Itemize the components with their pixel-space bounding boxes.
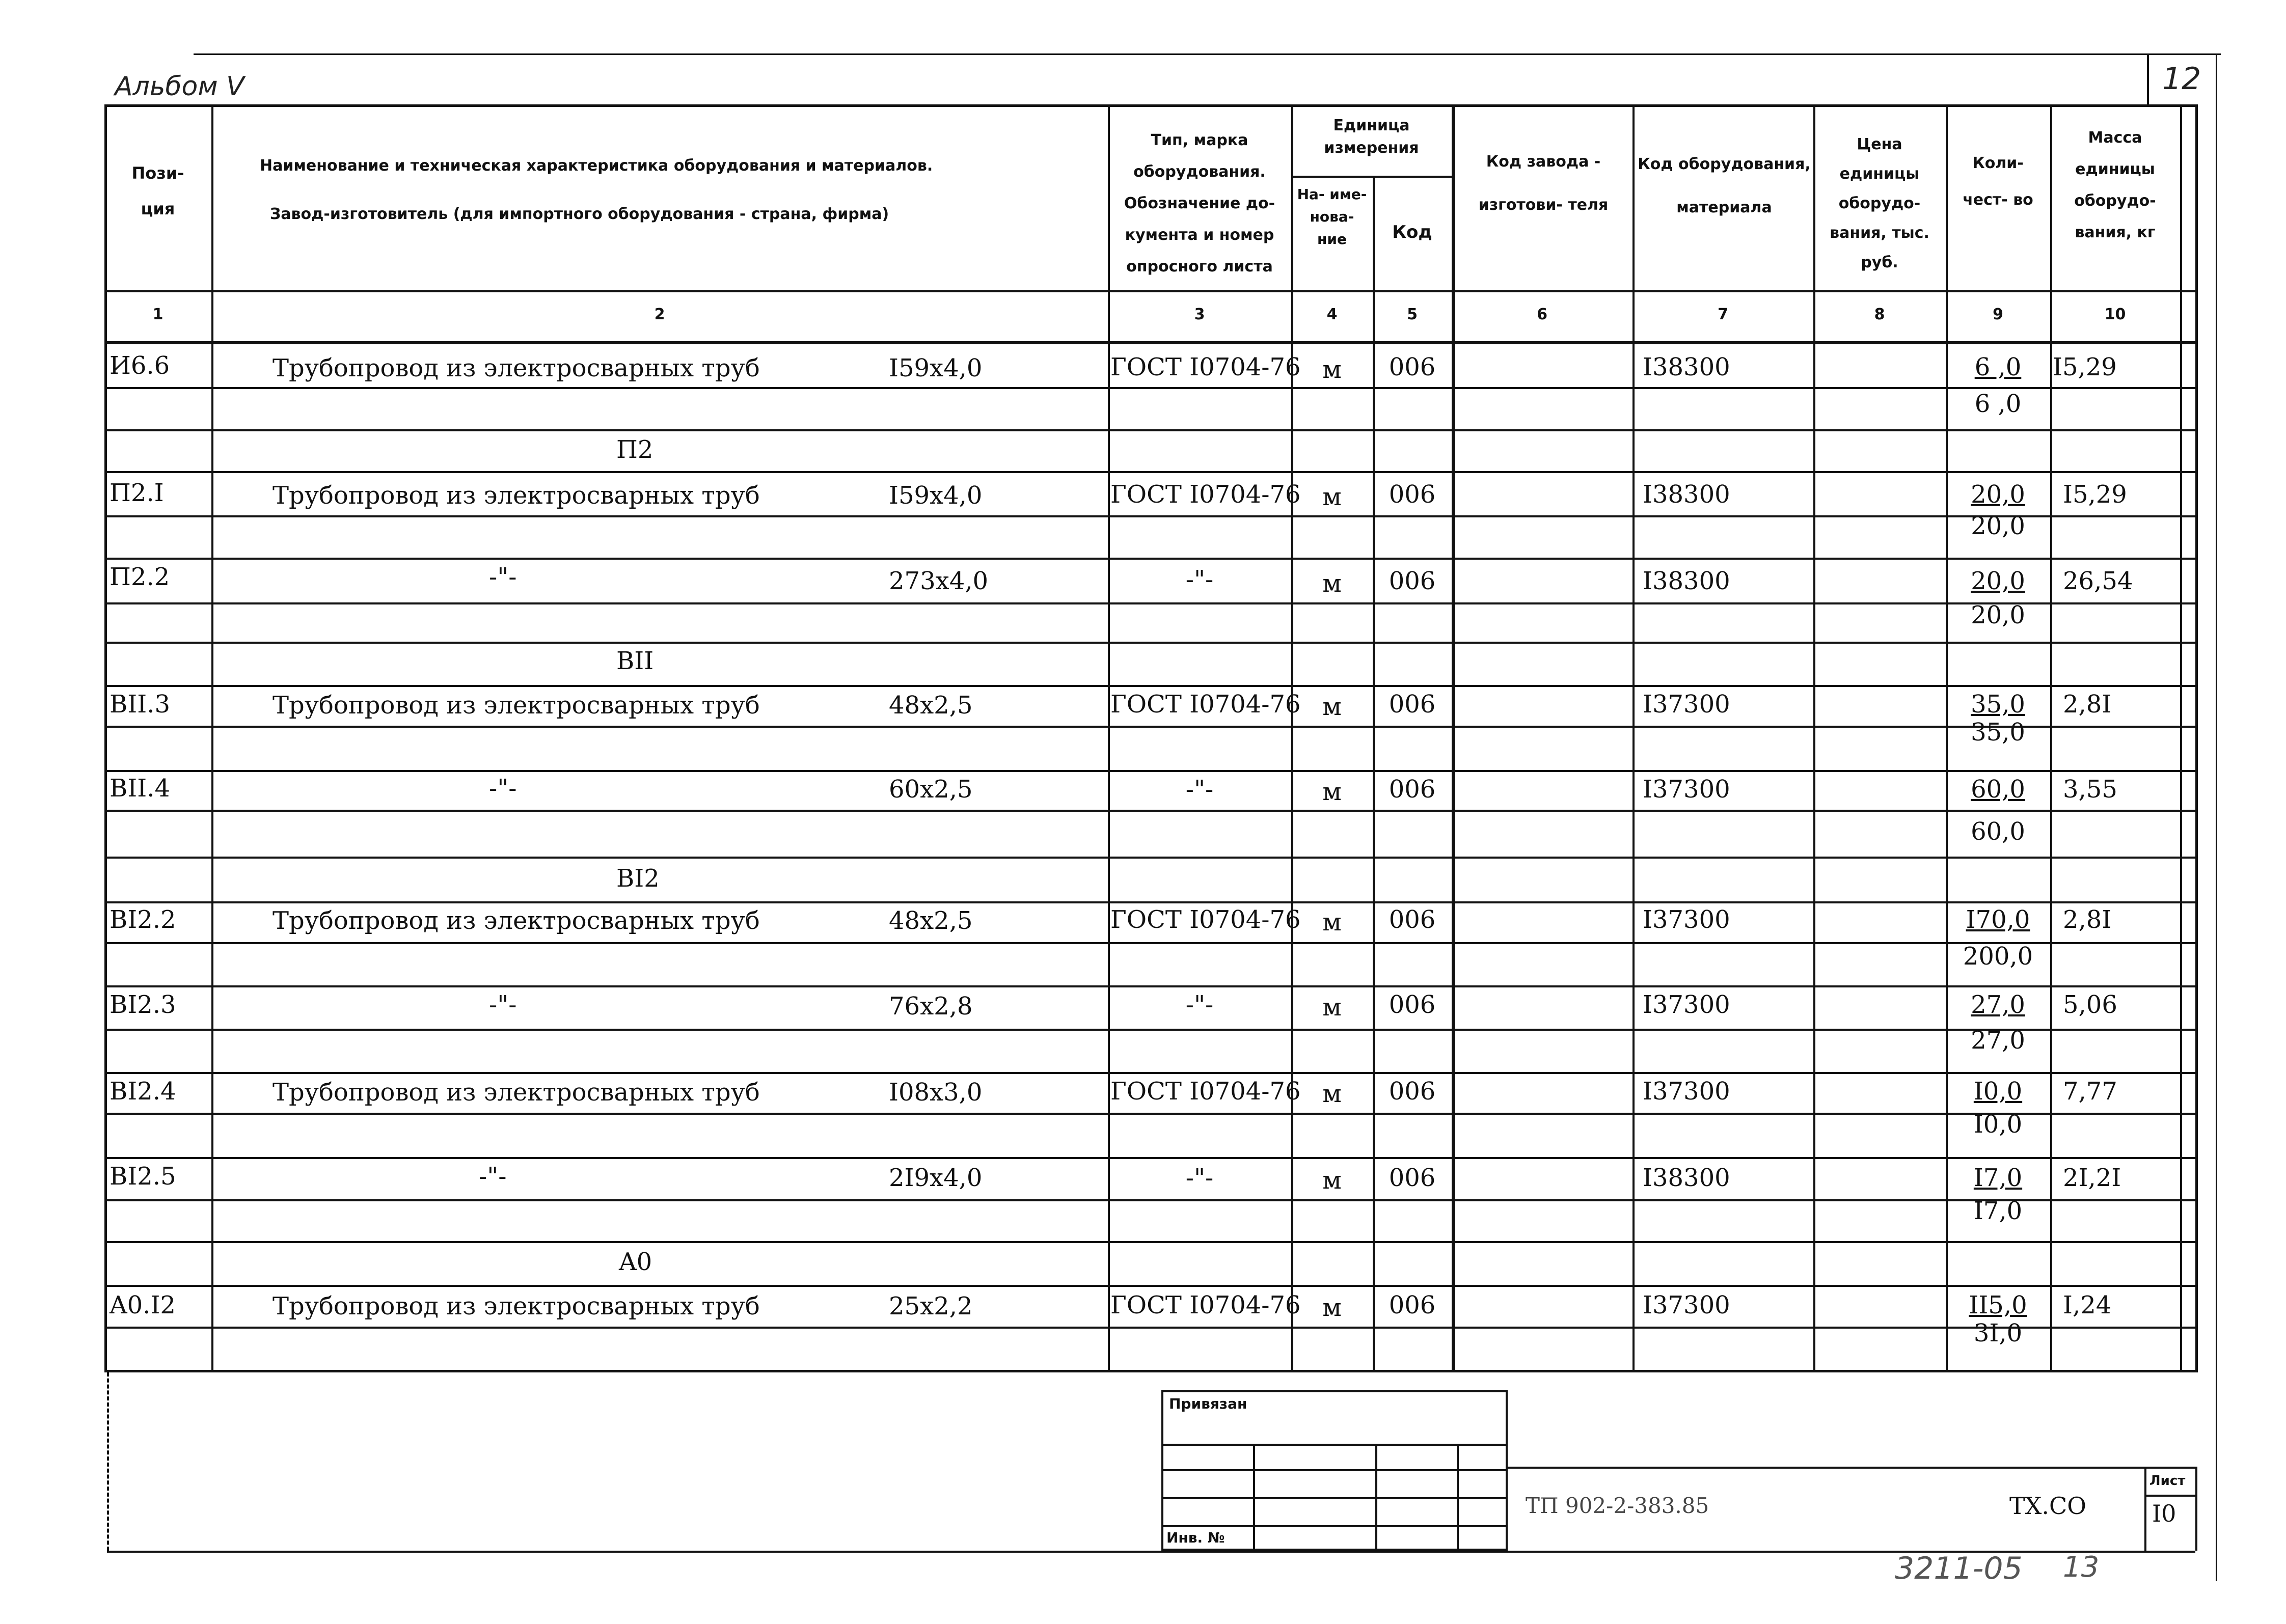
header-position: Пози- ция — [131, 163, 184, 218]
row-pos: BII.4 — [110, 774, 170, 803]
row-name: Трубопровод из электросварных труб — [273, 354, 760, 382]
row-equip: I38300 — [1643, 353, 1730, 381]
row-doc: -"- — [1185, 990, 1214, 1019]
row-equip: I37300 — [1643, 690, 1730, 719]
row-size: 2I9x4,0 — [889, 1164, 983, 1192]
colnum-9: 9 — [1993, 306, 2003, 323]
col-line-10 — [2180, 104, 2182, 1372]
header-unit: Единица измерения — [1324, 117, 1419, 157]
page-number-handwritten-bottom: 13 — [2063, 1551, 2100, 1584]
row-line — [104, 558, 2198, 560]
lower-frame-bottom — [107, 1551, 2195, 1553]
row-name: -"- — [479, 1162, 507, 1191]
row-doc: ГОСТ I0704-76 — [1110, 1077, 1301, 1106]
colnum-6: 6 — [1537, 306, 1547, 323]
sheet-box-divider — [2144, 1495, 2195, 1497]
tied-stamp-label: Привязан — [1169, 1395, 1247, 1412]
row-qty-top: 35,0 — [1971, 690, 2025, 719]
row-line — [104, 387, 2198, 389]
lower-frame-left — [107, 1372, 109, 1551]
row-pos: A0.I2 — [110, 1291, 176, 1319]
page-number-handwritten: 12 — [2162, 61, 2201, 97]
row-mass: I5,29 — [2053, 353, 2117, 381]
row-size: 25x2,2 — [889, 1292, 973, 1320]
row-line — [104, 901, 2198, 903]
section-label: П2 — [616, 435, 654, 464]
sheet-label: Лист — [2149, 1473, 2186, 1489]
row-line — [104, 985, 2198, 987]
row-line — [104, 642, 2198, 644]
row-doc: -"- — [1185, 565, 1214, 594]
row-size: 273x4,0 — [889, 567, 989, 595]
row-equip: I37300 — [1643, 1291, 1730, 1319]
row-unit: м — [1322, 1293, 1342, 1322]
colnum-2: 2 — [654, 306, 665, 323]
row-unit: м — [1322, 1080, 1342, 1108]
row-line — [104, 1113, 2198, 1115]
row-mass: I5,29 — [2063, 480, 2127, 509]
page-number-box-left — [2147, 53, 2149, 104]
row-size: 48x2,5 — [889, 906, 973, 935]
row-line — [104, 1072, 2198, 1074]
header-name-line1: Наименование и техническая характеристика оборудования и материалов. — [260, 157, 933, 175]
sheet-number: I0 — [2152, 1500, 2176, 1527]
row-code: 006 — [1389, 480, 1436, 509]
colnum-5: 5 — [1407, 306, 1418, 323]
row-name: Трубопровод из электросварных труб — [273, 1078, 760, 1107]
archive-number-handwritten: 3211-05 — [1895, 1551, 2023, 1586]
header-price: Цена единицы оборудо- вания, тыс. руб. — [1830, 135, 1929, 271]
row-code: 006 — [1389, 353, 1436, 381]
row-size: I08x3,0 — [889, 1078, 983, 1107]
colnum-3: 3 — [1194, 306, 1205, 323]
section-label: A0 — [619, 1248, 652, 1276]
row-equip: I38300 — [1643, 1164, 1730, 1192]
col-line-5 — [1452, 104, 1455, 1372]
row-code: 006 — [1389, 775, 1436, 804]
row-doc: ГОСТ I0704-76 — [1110, 905, 1301, 934]
row-mass: 2,8I — [2063, 905, 2112, 934]
tied-stamp-line — [1161, 1525, 1508, 1527]
row-equip: I38300 — [1643, 567, 1730, 595]
header-bottom-line — [104, 290, 2198, 292]
row-qty-bottom: 6 ,0 — [1974, 390, 2022, 418]
row-pos: П2.2 — [110, 563, 170, 591]
row-mass: 26,54 — [2063, 567, 2133, 595]
row-line — [104, 471, 2198, 473]
row-qty-top: I70,0 — [1966, 905, 2030, 934]
row-unit: м — [1322, 693, 1342, 721]
row-line — [104, 942, 2198, 944]
row-line — [104, 429, 2198, 431]
tied-stamp-line — [1161, 1469, 1508, 1471]
row-unit: м — [1322, 355, 1342, 384]
row-pos: BI2.4 — [110, 1077, 176, 1106]
row-equip: I37300 — [1643, 905, 1730, 934]
row-qty-bottom: I0,0 — [1973, 1110, 2023, 1139]
row-size: 60x2,5 — [889, 775, 973, 804]
row-name: -"- — [489, 774, 517, 803]
row-pos: И6.6 — [110, 351, 170, 380]
row-equip: I37300 — [1643, 775, 1730, 804]
row-mass: 2I,2I — [2063, 1164, 2121, 1192]
row-qty-top: 6 ,0 — [1974, 353, 2022, 381]
row-pos: П2.I — [110, 479, 164, 507]
row-line — [104, 1285, 2198, 1287]
header-name-line2: Завод-изготовитель (для импортного оборудования - страна, фирма) — [270, 205, 889, 223]
row-qty-bottom: 20,0 — [1971, 601, 2025, 629]
row-qty-top: 27,0 — [1971, 990, 2025, 1019]
row-mass: 5,06 — [2063, 990, 2117, 1019]
row-unit: м — [1322, 1166, 1342, 1195]
row-name: -"- — [489, 990, 517, 1019]
row-size: I59x4,0 — [889, 354, 983, 382]
top-border — [194, 53, 2221, 55]
header-factory-code: Код завода - изготови- теля — [1478, 153, 1609, 214]
row-qty-bottom: 3I,0 — [1973, 1319, 2023, 1347]
lower-frame-right — [2195, 1467, 2197, 1551]
colnum-7: 7 — [1718, 306, 1728, 323]
tied-stamp-vline — [1253, 1444, 1255, 1551]
row-pos: BII.3 — [110, 690, 170, 719]
colnum-bottom-line — [104, 341, 2198, 344]
row-doc: ГОСТ I0704-76 — [1110, 480, 1301, 509]
section-label: BII — [616, 647, 654, 675]
row-qty-bottom: 200,0 — [1963, 942, 2033, 971]
doc-code: ТХ.СО — [2009, 1492, 2086, 1520]
row-doc: -"- — [1185, 1164, 1214, 1192]
row-equip: I37300 — [1643, 1077, 1730, 1106]
header-equip-code: Код оборудования, материала — [1638, 155, 1811, 216]
header-unit-code: Код — [1392, 222, 1432, 242]
row-mass: 7,77 — [2063, 1077, 2117, 1106]
colnum-1: 1 — [152, 306, 164, 323]
row-line — [104, 1327, 2198, 1329]
tied-stamp-vline — [1457, 1444, 1459, 1551]
row-name: Трубопровод из электросварных труб — [273, 906, 760, 935]
row-qty-top: 20,0 — [1971, 567, 2025, 595]
row-line — [104, 515, 2198, 517]
colnum-4: 4 — [1326, 306, 1338, 323]
row-qty-top: 60,0 — [1971, 775, 2025, 804]
tied-stamp-vline — [1375, 1444, 1377, 1551]
row-name: -"- — [489, 563, 517, 591]
row-code: 006 — [1389, 567, 1436, 595]
row-size: I59x4,0 — [889, 481, 983, 510]
row-code: 006 — [1389, 990, 1436, 1019]
row-qty-bottom: 35,0 — [1971, 718, 2025, 747]
col-line-9 — [2050, 104, 2052, 1372]
row-unit: м — [1322, 908, 1342, 937]
binding-edge — [2216, 53, 2217, 1581]
row-line — [104, 857, 2198, 859]
row-mass: I,24 — [2063, 1291, 2112, 1319]
header-type: Тип, марка оборудования. Обозначение до- кумента и номер опросного листа — [1124, 131, 1275, 276]
row-unit: м — [1322, 569, 1342, 598]
row-mass: 2,8I — [2063, 690, 2112, 719]
row-qty-top: I0,0 — [1973, 1077, 2023, 1106]
row-name: Трубопровод из электросварных труб — [273, 691, 760, 720]
sheet-box-left — [2144, 1467, 2146, 1551]
row-mass: 3,55 — [2063, 775, 2117, 804]
row-unit: м — [1322, 483, 1342, 511]
row-code: 006 — [1389, 690, 1436, 719]
row-pos: BI2.2 — [110, 905, 176, 934]
row-equip: I38300 — [1643, 480, 1730, 509]
album-label: Альбом V — [115, 71, 244, 102]
row-line — [104, 1199, 2198, 1201]
row-pos: BI2.3 — [110, 990, 176, 1019]
row-qty-bottom: 27,0 — [1971, 1026, 2025, 1055]
row-qty-bottom: 60,0 — [1971, 817, 2025, 846]
col-line-7 — [1813, 104, 1815, 1372]
row-doc: ГОСТ I0704-76 — [1110, 1291, 1301, 1319]
row-line — [104, 1157, 2198, 1159]
row-code: 006 — [1389, 1164, 1436, 1192]
row-name: Трубопровод из электросварных труб — [273, 481, 760, 510]
col-line-1 — [211, 104, 213, 1372]
row-line — [104, 685, 2198, 687]
row-size: 76x2,8 — [889, 992, 973, 1021]
row-line — [104, 1029, 2198, 1031]
row-qty-top: I7,0 — [1973, 1164, 2023, 1192]
inv-label: Инв. № — [1166, 1529, 1225, 1546]
row-doc: ГОСТ I0704-76 — [1110, 353, 1301, 381]
row-unit: м — [1322, 993, 1342, 1022]
row-line — [104, 1241, 2198, 1243]
row-doc: -"- — [1185, 775, 1214, 804]
row-line — [104, 770, 2198, 772]
row-equip: I37300 — [1643, 990, 1730, 1019]
header-mass: Масса единицы оборудо- вания, кг — [2074, 129, 2156, 241]
row-unit: м — [1322, 778, 1342, 806]
unit-sub-line — [1291, 176, 1452, 178]
section-label: BI2 — [616, 864, 660, 893]
row-line — [104, 726, 2198, 728]
row-qty-top: II5,0 — [1969, 1291, 2027, 1319]
header-unit-name: На- име- нова- ние — [1297, 186, 1367, 247]
header-qty: Коли- чест- во — [1963, 154, 2033, 209]
tied-stamp-line — [1161, 1444, 1508, 1446]
row-size: 48x2,5 — [889, 691, 973, 720]
row-qty-bottom: 20,0 — [1971, 512, 2025, 540]
colnum-10: 10 — [2104, 306, 2126, 323]
row-qty-top: 20,0 — [1971, 480, 2025, 509]
title-block-top — [1508, 1467, 2195, 1469]
row-name: Трубопровод из электросварных труб — [273, 1292, 760, 1320]
row-doc: ГОСТ I0704-76 — [1110, 690, 1301, 719]
project-code: ТП 902-2-383.85 — [1526, 1493, 1709, 1518]
row-code: 006 — [1389, 1077, 1436, 1106]
row-code: 006 — [1389, 1291, 1436, 1319]
row-pos: BI2.5 — [110, 1162, 176, 1191]
row-line — [104, 810, 2198, 812]
colnum-8: 8 — [1874, 306, 1885, 323]
row-line — [104, 602, 2198, 604]
row-code: 006 — [1389, 905, 1436, 934]
row-qty-bottom: I7,0 — [1973, 1197, 2023, 1225]
col-line-6 — [1632, 104, 1635, 1372]
tied-stamp-line — [1161, 1497, 1508, 1499]
